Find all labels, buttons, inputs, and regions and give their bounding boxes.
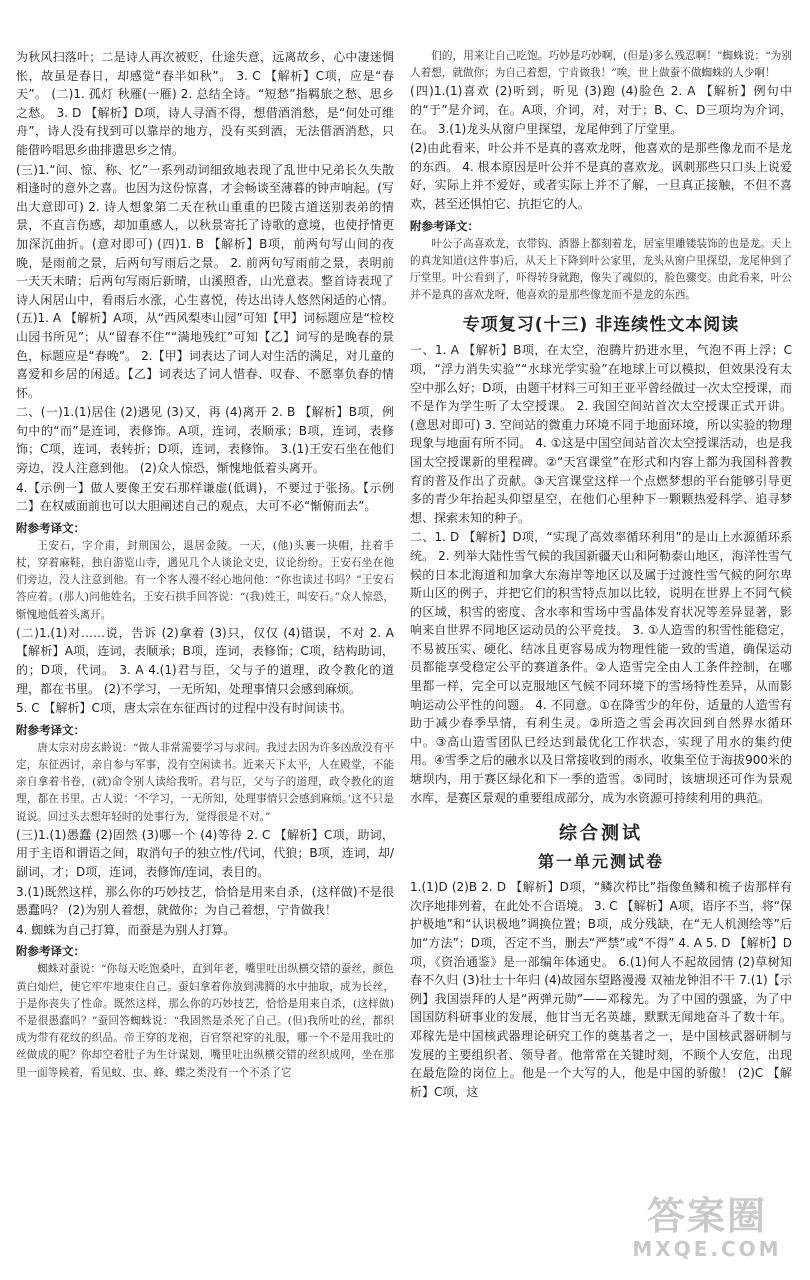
answer-paragraph: (三)1.(1)愚蠢 (2)固然 (3)哪一个 (4)等待 2. C 【解析】C项，助词，用于主语和谓语之间，取消句子的独立性/代词，代狼；B项，连词，却/副词，才；D项，连词，表修饰/连词，表目的。: [16, 827, 394, 880]
answer-paragraph: 5. C 【解析】C项，唐太宗在东征西讨的过程中没有时间读书。: [16, 701, 352, 716]
watermark-logo-text: 答案圈: [646, 1194, 767, 1238]
section-heading: 专项复习(十三) 非连续性文本阅读: [462, 315, 740, 336]
translation-paragraph: 叶公子高喜欢龙，衣带钩、酒器上都刻着龙，居室里雕镂装饰的也是龙。天上的真龙知道(这件事)后，从天上下降到叶公家里，龙头从窗户里探望，龙尾伸到了厅堂里。叶公看到了，吓得转身就跑，像失了魂似的，脸色骤变。由此看来，叶公并不是真的喜欢龙呀，他喜欢的是那些像龙而不是龙的东西。: [410, 237, 792, 302]
watermark-logo: [622, 1194, 792, 1266]
reference-translation-heading: 附参考译文：: [16, 722, 85, 737]
answer-paragraph: 1.(1)D (2)B 2. D 【解析】D项，“鳞次栉比”指像鱼鳞和梳子齿那样有次序地排列着，在此处不合语境。 3. C 【解析】A项，语序不当，将“保护极地”和“认识极地”调换位置；B项，成分残缺，在“无人机测绘等”后加“方法”；D项，否定不当，删去“严禁”或“不得” 4. A 5. D 【解析】D项，《资治通鉴》是一部编年体通史。 6.(1)何人不起故园情 (2)草树知春不久归 (3)壮士十年归 (4)故园东望路漫漫 双袖龙钟泪不干 7.(1)【示例】我国崇拜的人是“两弹元勋”——邓稼先。为了中国的强盛，为了中国国防科研事业的发展，他甘当无名英雄，默默无闻地奋斗了数十年。邓稼先是中国核武器理论研究工作的奠基者之一，是中国核武器研制与发展的主要组织者、领导者。他常常在关键时刻，不顾个人安危，出现在最危险的岗位上。他是一个大写的人，他是中国的骄傲！ (2)C 【解析】C项，这: [410, 880, 792, 1099]
reference-translation-heading: 附参考译文：: [16, 520, 85, 535]
translation-paragraph: 蜘蛛对蚕说：“你每天吃饱桑叶，直到年老，嘴里吐出纵横交错的蚕丝，颜色黄白灿烂，使它牢牢地束住自己。蚕妇拿着你放到沸腾的水中抽取，成为长丝，于是你丧失了性命。既然这样，那么你的巧妙技艺，恰恰是用来自杀，(这样做)不是很愚蠢吗？”蚕回答蜘蛛说：“我固然是杀死了自己。(但)我所吐的丝，都织成为带有花纹的织品。帝王穿的龙袍，百官祭祀穿的礼服，哪一个不是用我吐的丝做成的呢？你却空着肚子为生计谋划，嘴里吐出纵横交错的丝织成网，坐在那里一面等候着，看见蚊、虫、蜂、蝶之类没有一个不杀了它: [16, 963, 394, 1079]
translation-paragraph: 们的，用来让自己吃饱。巧妙是巧妙啊，(但是)多么残忍啊！”蜘蛛说：“为别人着想，就做你；为自己着想，宁肯做我！”唉，世上做蚕不做蜘蛛的人少啊！: [410, 50, 792, 80]
test-heading: 综合测试: [559, 823, 643, 845]
left-column: [16, 48, 394, 1082]
right-column: [410, 48, 792, 1102]
reference-translation-heading: 附参考译文：: [410, 218, 479, 233]
answer-paragraph: 4.【示例一】做人要像王安石那样谦虚(低调)，不要过于张扬。【示例二】在权威面前也可以大胆阐述自己的观点，大可不必“惭俯而去”。: [16, 480, 394, 514]
answer-paragraph: 二、1. D 【解析】D项，“实现了高效率循环利用”的是山上水源循环系统。 2. 列举大陆性雪气候的我国新疆天山和阿勒泰山地区，海洋性雪气候的日本北海道和加拿大东海岸等地区以及属于过渡性雪气候的阿尔卑斯山区的例子，并把它们的积雪特点加以比较，说明在世界上不同气候的区域，积雪的密度、含水率和雪场中雪晶体发育状况等差异显著，影响来自世界不同地区运动员的公平竞技。 3. ①人造雪的积雪性能稳定，不易被压实、硬化、结冰且更容易成为物理性能一致的雪道，确保运动员都能享受稳定公平的赛道条件。②人造雪完全由人工条件控制，在哪里都一样，完全可以克服地区气候不同环境下的雪场特性差异，从而影响运动公平性的问题。 4. 不同意。①在降雪少的年份，适量的人造雪有助于减少春季旱情，有利生灵。②所造之雪会再次回到自然界水循环中。③高山造雪团队已经达到最优化工作状态，实现了用水的集约使用。④雪季之后的融水以及日常接收到的雨水，收集至位于海拔900米的塘坝内，用于赛区绿化和下一季的造雪。⑤同时，该塘坝还可作为景观水库，是赛区景观的重要组成部分，成为水资源可持续利用的典范。: [410, 530, 792, 805]
answer-paragraph: (三)1.“问、惊、称、忆”一系列动词细致地表现了乱世中兄弟长久失散相逢时的意外之喜。也因为这份惊喜，才会畅谈至薄暮的钟声响起。(写出大意即可) 2. 诗人想象第二天在秋山重重的巴陵古道送别表弟的情景，不直言伤感，却加重感人，以秋景寄托了诗歌的意境，也使抒情更加深沉曲折。(意对即可) (四)1. B 【解析】B项，前两句写山间的夜晚，是雨前之景，后两句写雨后之景。 2. 前两句写雨前之景，表明前一天天未晴；后两句写雨后新晴，山溪照香，山光意表。整首诗表现了诗人闲居山中，看雨后水涨，心生喜悦，传达出诗人悠然闲适的心情。 (五)1. A 【解析】A项，从“西风梨枣山园”可知【甲】词标题应是“检校山园书所见”；从“留春不住”“满地残红”可知【乙】词写的是晚春的景色，标题应是“春晚”。 2.【甲】词表达了词人对生活的满足，对儿童的喜爱和乡居的闲适。【乙】词表达了词人惜春、叹春、不愿辜负春的情怀。: [16, 162, 394, 400]
answer-paragraph: (四)1.(1)喜欢 (2)听到，听见 (3)跑 (4)脸色 2. A 【解析】例句中的“于”是介词，在。A项，介词，对，对于；B、C、D三项均为介词，在。 3.(1)龙头从窗户里探望，龙尾伸到了厅堂里。: [410, 84, 792, 136]
watermark-url: MXQE.COM: [632, 1237, 782, 1261]
translation-paragraph: 唐太宗对房玄龄说：“做人非常需要学习与求问。我过去因为许多凶敌没有平定，东征西讨，亲自参与军事，没有空闲读书。近来天下太平，人在殿堂，不能亲自拿着书卷，(就)命令别人读给我听。君与臣，父与子的道理，政令教化的道理，都在书里。古人说：‘不学习，一无所知，处理事情只会感到麻烦。’这不只是说说。回过头去想年轻时的处事行为，觉得很是不对。”: [16, 741, 394, 823]
answer-paragraph: 3.(1)既然这样，那么你的巧妙技艺，恰恰是用来自杀，(这样做)不是很愚蠢吗？ (2)为别人着想，就做你；为自己着想，宁肯做我！: [16, 884, 394, 918]
translation-paragraph: 王安石，字介甫，封荆国公，退居金陵。一天，(他)头裹一块帽，拄着手杖，穿着麻鞋，独自游览山寺，遇见几个人谈论文史，议论纷纷。王安石坐在他们旁边，没人注意到他。有一个客人漫不经心地问他：“你也读过书吗？”王安石答应着。(那人)问他姓名，王安石拱手回答说：“(我)姓王，叫安石。”众人惊恐，惭愧地低着头离开。: [16, 539, 394, 621]
answer-paragraph: 二、(一)1.(1)居住 (2)遇见 (3)又，再 (4)离开 2. B 【解析】B项，例句中的“而”是连词，表修饰。A项，连词，表顺承；B项，连词，表修饰；C项，连词，表转折；D项，连词，表修饰。 3.(1)王安石坐在他们旁边，没人注意到他。 (2)众人惊恐，惭愧地低着头离开。: [16, 405, 394, 476]
answer-paragraph: (二)1.(1)对……说，告诉 (2)拿着 (3)只，仅仅 (4)错误，不对 2. A 【解析】A项，连词，表顺承；B项，连词，表修饰；C项，结构助词，的；D项，代词。 3. A 4.(1)君与臣，父与子的道理，政令教化的道理，都在书里。 (2)不学习，一无所知，处理事情只会感到麻烦。: [16, 625, 394, 696]
answer-paragraph: 4. 蜘蛛为自己打算，而蚕是为别人打算。: [16, 922, 236, 937]
answer-paragraph: 为秋风扫落叶；二是诗人再次被贬，仕途失意，远离故乡，心中凄迷惆怅，故虽是春日，却感觉“春半如秋”。 3. C 【解析】C项，应是“春天”。 (二)1. 孤灯 秋雁(一雁) 2. 总结全诗。“短愁”指羁旅之愁、思乡之愁。 3. D 【解析】D项，诗人寻酒不得，想借酒消愁，是“何处可维舟”，诗人没有找到可以靠岸的地方，没有买到酒，无法借酒消愁，只能借吟唱思乡曲排遣思乡之情。: [16, 50, 394, 157]
unit-test-heading: 第一单元测试卷: [537, 852, 664, 872]
reference-translation-heading: 附参考译文：: [16, 944, 85, 959]
answer-paragraph: 一、1. A 【解析】B项，在太空，泡腾片扔进水里，气泡不再上浮；C项，“浮力消失实验”“水球光学实验”在地球上可以模拟，但效果没有太空中那么好；D项，由题干材料三可知王亚平曾经做过一次太空授课，而不是作为学生听了太空授课。 2. 我国空间站首次太空授课正式开讲。(意思对即可) 3. 空间站的微重力环境不同于地面环境，所以实验的物理现象与地面有所不同。 4. ①这是中国空间站首次太空授课活动，也是我国太空授课新的里程碑。②“天宫课堂”在形式和内容上都为我国科普教育的普及作出了贡献。③天宫课堂这样一个点燃梦想的平台能够引导更多的青少年抬起头仰望星空，在他们心里种下一颗颗热爱科学、追寻梦想、探索未知的种子。: [410, 343, 792, 525]
answer-paragraph: (2)由此看来，叶公并不是真的喜欢龙呀，他喜欢的是那些像龙而不是龙的东西。 4. 根本原因是叶公并不是真的喜欢龙。讽刺那些只口头上说爱好，实际上并不爱好，或者实际上并不了解，一旦真正接触，不但不喜欢，甚至还惧怕它、抗拒它的人。: [410, 141, 792, 211]
